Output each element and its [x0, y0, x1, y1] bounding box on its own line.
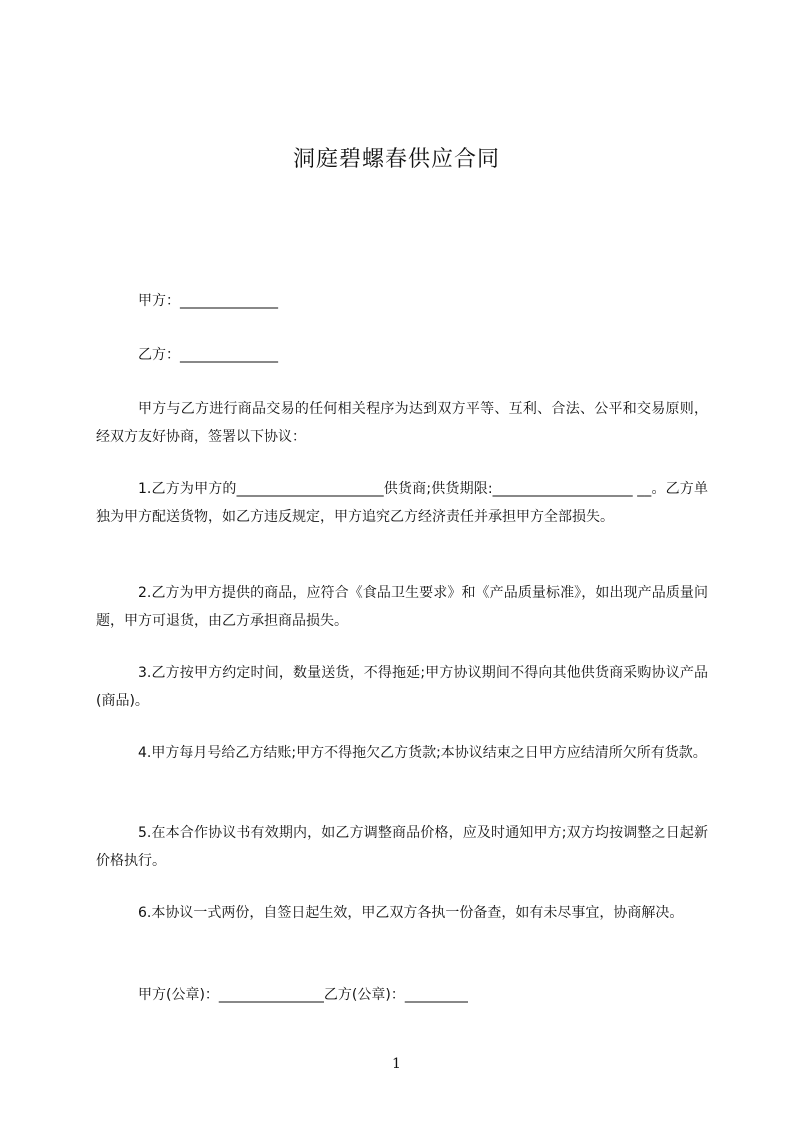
document-title: 洞庭碧螺春供应合同	[292, 147, 500, 172]
clause-1: 1.乙方为甲方的_____________________供货商;供货期限:____________________ __。乙方单独为甲方配送货物，如乙方违反规定，甲方追究乙方经济责任并承担甲方全部损失。	[96, 481, 708, 525]
clause-4: 4.甲方每月号给乙方结账;甲方不得拖欠乙方货款;本协议结束之日甲方应结清所欠所有货款。	[138, 745, 707, 761]
party-b-line: 乙方：______________	[138, 347, 278, 363]
page-number: 1	[392, 1056, 401, 1072]
party-a-line: 甲方：______________	[138, 293, 278, 309]
signature-line: 甲方(公章)：_______________乙方(公章)：_________	[138, 987, 468, 1003]
clause-6: 6.本协议一式两份，自签日起生效，甲乙双方各执一份备查，如有未尽事宜，协商解决。	[138, 905, 684, 921]
clause-5: 5.在本合作协议书有效期内，如乙方调整商品价格，应及时通知甲方;双方均按调整之日起新价格执行。	[96, 825, 708, 869]
clause-2: 2.乙方为甲方提供的商品，应符合《食品卫生要求》和《产品质量标准》，如出现产品质量问题，甲方可退货，由乙方承担商品损失。	[96, 585, 708, 629]
clause-3: 3.乙方按甲方约定时间，数量送货，不得拖延;甲方协议期间不得向其他供货商采购协议产品(商品)。	[96, 665, 708, 709]
preamble-paragraph: 甲方与乙方进行商品交易的任何相关程序为达到双方平等、互利、合法、公平和交易原则，经双方友好协商，签署以下协议：	[96, 401, 708, 445]
